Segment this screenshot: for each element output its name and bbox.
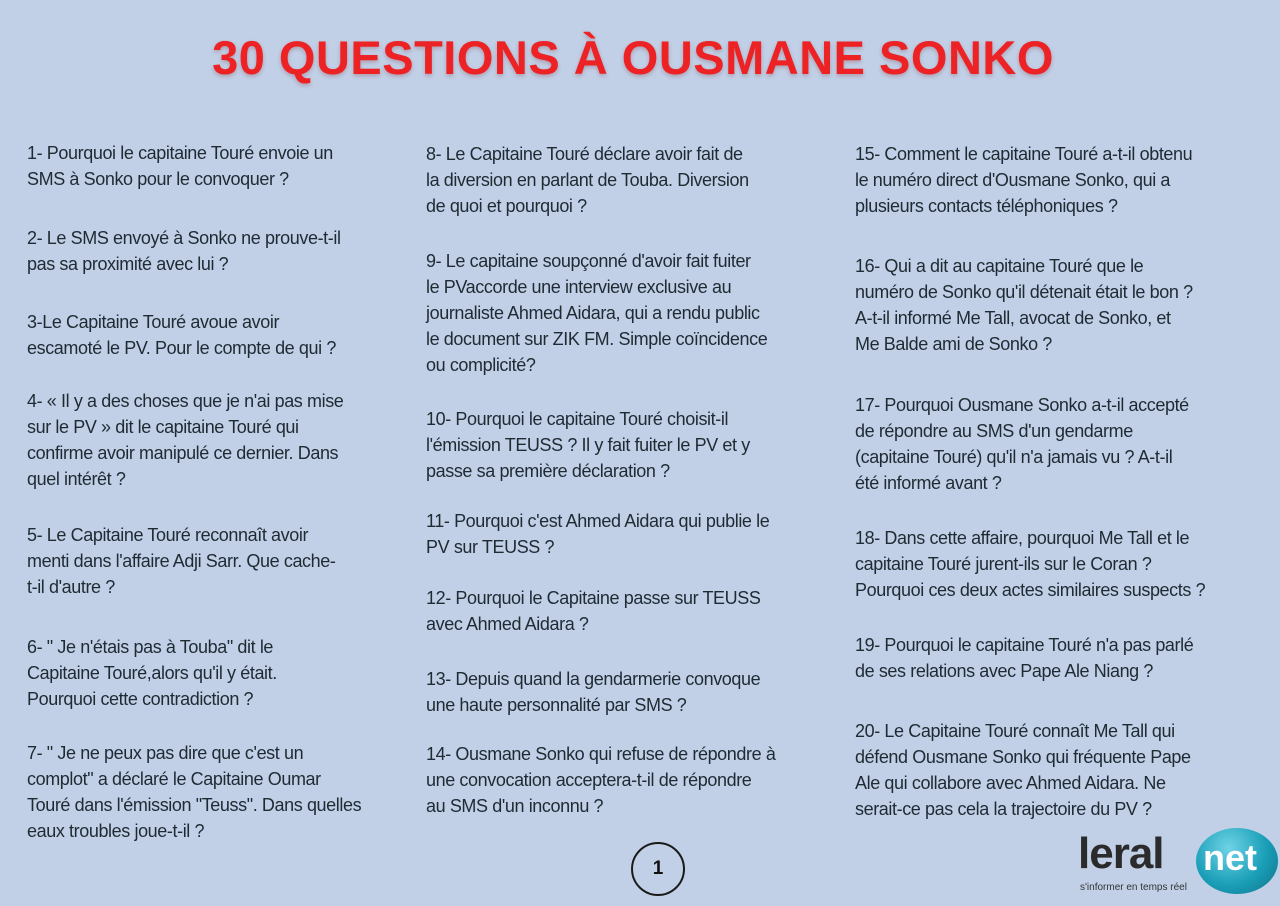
logo-suffix: net — [1203, 837, 1257, 878]
question-line: capitaine Touré jurent-ils sur le Coran ? — [855, 554, 1152, 574]
question-line: 4- « Il y a des choses que je n'ai pas mise — [27, 391, 344, 411]
question-line: eaux troubles joue-t-il ? — [27, 821, 205, 841]
question-line: ou complicité? — [426, 355, 536, 375]
question-16 — [855, 253, 1193, 357]
question-line: 2- Le SMS envoyé à Sonko ne prouve-t-il — [27, 228, 341, 248]
question-line: complot" a déclaré le Capitaine Oumar — [27, 769, 321, 789]
question-line: 16- Qui a dit au capitaine Touré que le — [855, 256, 1144, 276]
question-3 — [27, 309, 336, 361]
question-line: 11- Pourquoi c'est Ahmed Aidara qui publie le — [426, 511, 770, 531]
question-line: Touré dans l'émission "Teuss". Dans quelles — [27, 795, 362, 815]
question-13 — [426, 666, 760, 718]
question-line: la diversion en parlant de Touba. Diversion — [426, 170, 749, 190]
question-line: numéro de Sonko qu'il détenait était le bon ? — [855, 282, 1193, 302]
question-line: 20- Le Capitaine Touré connaît Me Tall qui — [855, 721, 1175, 741]
question-line: 10- Pourquoi le capitaine Touré choisit-il — [426, 409, 729, 429]
question-line: 1- Pourquoi le capitaine Touré envoie un — [27, 143, 333, 163]
page-title: 30 QUESTIONS À OUSMANE SONKO — [212, 31, 1054, 84]
question-line: serait-ce pas cela la trajectoire du PV ? — [855, 799, 1152, 819]
question-7 — [27, 740, 361, 844]
question-line: une haute personnalité par SMS ? — [426, 695, 687, 715]
logo-wordmark: leral — [1078, 829, 1164, 878]
question-line: de ses relations avec Pape Ale Niang ? — [855, 661, 1153, 681]
question-line: SMS à Sonko pour le convoquer ? — [27, 169, 289, 189]
question-9 — [426, 248, 767, 378]
page-number: 1 — [631, 842, 685, 896]
question-line: une convocation acceptera-t-il de répondre — [426, 770, 752, 790]
question-line: pas sa proximité avec lui ? — [27, 254, 229, 274]
question-line: Capitaine Touré,alors qu'il y était. — [27, 663, 277, 683]
question-line: Pourquoi ces deux actes similaires suspects ? — [855, 580, 1206, 600]
question-line: quel intérêt ? — [27, 469, 126, 489]
question-12 — [426, 585, 760, 637]
question-line: 19- Pourquoi le capitaine Touré n'a pas parlé — [855, 635, 1194, 655]
question-line: passe sa première déclaration ? — [426, 461, 670, 481]
question-line: de quoi et pourquoi ? — [426, 196, 587, 216]
question-line: au SMS d'un inconnu ? — [426, 796, 604, 816]
question-10 — [426, 406, 750, 484]
question-line: 5- Le Capitaine Touré reconnaît avoir — [27, 525, 309, 545]
question-line: A-t-il informé Me Tall, avocat de Sonko, et — [855, 308, 1171, 328]
question-line: Ale qui collabore avec Ahmed Aidara. Ne — [855, 773, 1166, 793]
question-line: confirme avoir manipulé ce dernier. Dans — [27, 443, 339, 463]
question-line: le PVaccorde une interview exclusive au — [426, 277, 732, 297]
question-15 — [855, 141, 1192, 219]
question-line: Pourquoi cette contradiction ? — [27, 689, 254, 709]
question-line: (capitaine Touré) qu'il n'a jamais vu ? A-t-il — [855, 447, 1173, 467]
question-line: 13- Depuis quand la gendarmerie convoque — [426, 669, 761, 689]
question-line: journaliste Ahmed Aidara, qui a rendu public — [426, 303, 760, 323]
question-line: 3-Le Capitaine Touré avoue avoir — [27, 312, 280, 332]
question-line: de répondre au SMS d'un gendarme — [855, 421, 1133, 441]
question-19 — [855, 632, 1193, 684]
question-line: Me Balde ami de Sonko ? — [855, 334, 1052, 354]
question-line: 6- " Je n'étais pas à Touba" dit le — [27, 637, 274, 657]
question-line: le numéro direct d'Ousmane Sonko, qui a — [855, 170, 1171, 190]
question-line: 18- Dans cette affaire, pourquoi Me Tall et le — [855, 528, 1190, 548]
question-line: PV sur TEUSS ? — [426, 537, 555, 557]
question-line: 8- Le Capitaine Touré déclare avoir fait de — [426, 144, 743, 164]
question-line: 9- Le capitaine soupçonné d'avoir fait fuiter — [426, 251, 751, 271]
question-line: l'émission TEUSS ? Il y fait fuiter le PV et y — [426, 435, 750, 455]
question-line: été informé avant ? — [855, 473, 1002, 493]
question-line: escamoté le PV. Pour le compte de qui ? — [27, 338, 336, 358]
question-line: menti dans l'affaire Adji Sarr. Que cache- — [27, 551, 336, 571]
question-line: sur le PV » dit le capitaine Touré qui — [27, 417, 299, 437]
question-line: 14- Ousmane Sonko qui refuse de répondre à — [426, 744, 776, 764]
question-line: 7- " Je ne peux pas dire que c'est un — [27, 743, 304, 763]
question-14 — [426, 741, 775, 819]
question-8 — [426, 141, 749, 219]
question-line: le document sur ZIK FM. Simple coïncidence — [426, 329, 768, 349]
question-line: 17- Pourquoi Ousmane Sonko a-t-il accepté — [855, 395, 1189, 415]
question-1 — [27, 140, 333, 192]
question-line: 15- Comment le capitaine Touré a-t-il obtenu — [855, 144, 1193, 164]
leral-net-logo — [1068, 826, 1280, 902]
question-line: t-il d'autre ? — [27, 577, 115, 597]
question-line: défend Ousmane Sonko qui fréquente Pape — [855, 747, 1191, 767]
question-2 — [27, 225, 341, 277]
question-20 — [855, 718, 1191, 822]
question-5 — [27, 522, 335, 600]
question-18 — [855, 525, 1205, 603]
question-line: 12- Pourquoi le Capitaine passe sur TEUSS — [426, 588, 761, 608]
logo-tagline: s'informer en temps réel — [1080, 882, 1187, 893]
question-11 — [426, 508, 769, 560]
question-line: avec Ahmed Aidara ? — [426, 614, 589, 634]
question-17 — [855, 392, 1189, 496]
question-4 — [27, 388, 343, 492]
question-line: plusieurs contacts téléphoniques ? — [855, 196, 1118, 216]
question-6 — [27, 634, 277, 712]
